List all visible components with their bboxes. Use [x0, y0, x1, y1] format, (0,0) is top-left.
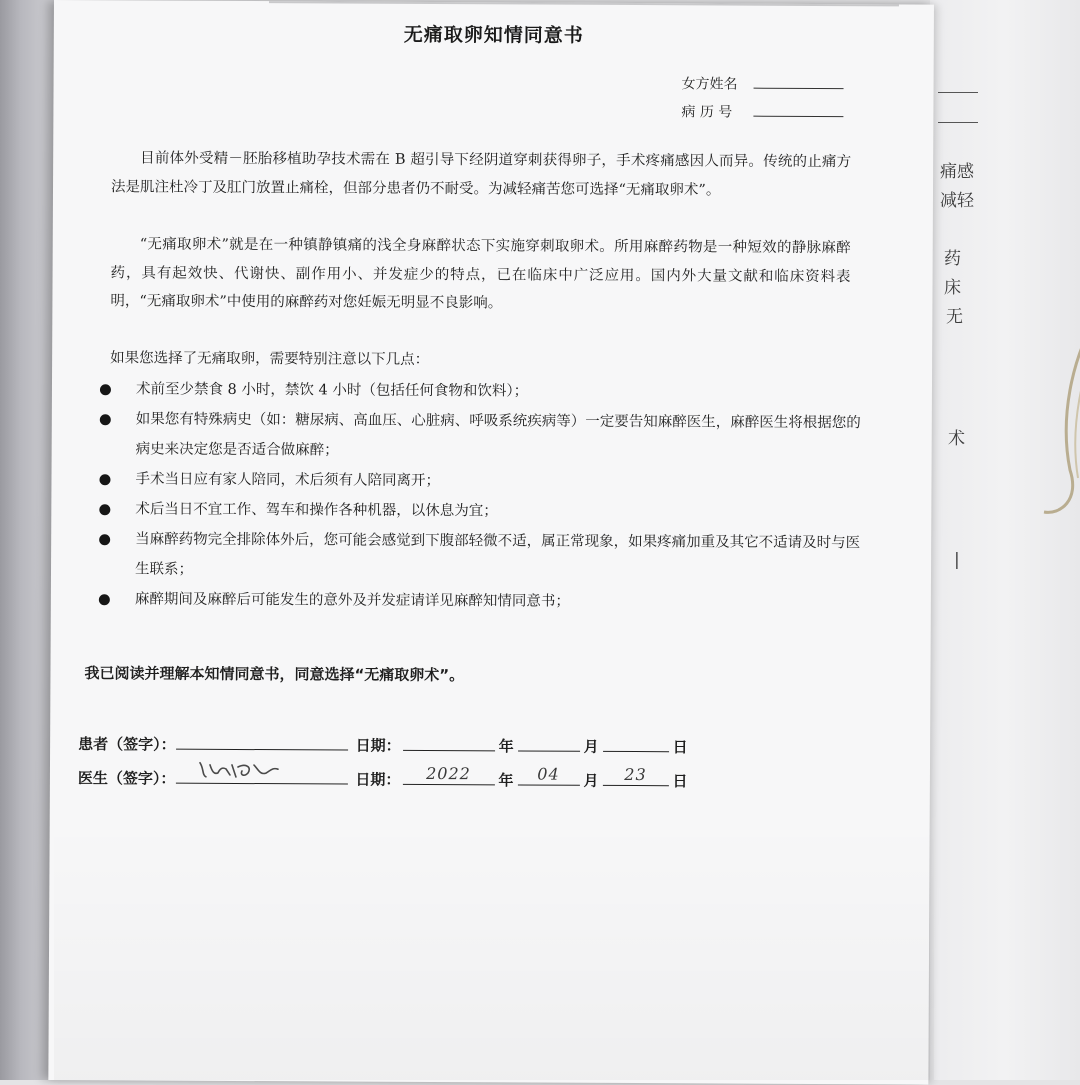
day-unit: 日	[672, 738, 688, 757]
document-title: 无痛取卵知情同意书	[403, 23, 584, 47]
bullet-icon	[100, 414, 111, 425]
patient-year-field[interactable]	[403, 734, 495, 751]
list-item	[92, 374, 862, 408]
underlying-rule	[938, 122, 978, 123]
patient-signature-field[interactable]	[176, 733, 348, 751]
underlying-text: 药	[944, 249, 961, 269]
list-item-text: 术前至少禁食 8 小时，禁饮 4 小时（包括任何食物和饮料）；	[135, 381, 529, 400]
record-blank	[753, 104, 843, 117]
list-item	[91, 494, 861, 528]
doctor-signature-row	[77, 763, 688, 791]
underlying-rule	[938, 92, 978, 93]
patient-month-field[interactable]	[518, 734, 580, 751]
doctor-signature-field[interactable]	[175, 767, 347, 785]
record-field	[681, 101, 843, 122]
doctor-month-value: 04	[537, 764, 560, 784]
anesthesia-paragraph	[110, 230, 850, 319]
notes-list	[91, 374, 862, 618]
doctor-signature-label: 医生（签字）：	[77, 769, 176, 788]
bullet-icon	[99, 594, 110, 605]
doctor-year-value: 2022	[426, 763, 471, 784]
list-item	[91, 524, 861, 588]
doctor-year-field[interactable]	[402, 763, 494, 785]
list-item	[91, 464, 861, 498]
doctor-handwritten-signature	[195, 759, 291, 782]
list-item-text: 术后当日不宜工作、驾车和操作各种机器，以休息为宜；	[135, 501, 498, 520]
list-item	[91, 584, 861, 618]
notes-lead: 如果您选择了无痛取卵，需要特别注意以下几点：	[110, 350, 430, 368]
record-label: 病 历 号	[681, 104, 733, 121]
year-unit: 年	[498, 771, 514, 790]
bullet-icon	[99, 534, 110, 545]
bullet-icon	[100, 384, 111, 395]
patient-signature-label: 患者（签字）：	[78, 735, 176, 754]
paragraph-2: “无痛取卵术”就是在一种镇静镇痛的浅全身麻醉状态下实施穿刺取卵术。所用麻醉药物是一种短效的静脉麻醉药，具有起效快、代谢快、副作用小、并发症少的特点，已在临床中广泛应用。国内外大量文献和临床资料表明，“无痛取卵术”中使用的麻醉药对您妊娠无明显不良影响。	[110, 236, 851, 312]
underlying-text: 减轻	[940, 191, 974, 211]
name-field	[682, 73, 844, 94]
list-item-text: 麻醉期间及麻醉后可能发生的意外及并发症请详见麻醉知情同意书；	[134, 591, 570, 610]
patient-signature-row	[78, 732, 688, 757]
bullet-icon	[99, 504, 110, 515]
doctor-day-value: 23	[624, 764, 647, 785]
underlying-text: 无	[946, 307, 963, 327]
underlying-text: 床	[944, 278, 961, 298]
name-label: 女方姓名	[681, 76, 738, 93]
underlying-text: 术	[948, 429, 965, 449]
month-unit: 月	[583, 737, 599, 756]
date-label: 日期：	[355, 770, 401, 789]
doctor-day-field[interactable]	[602, 764, 668, 786]
month-unit: 月	[583, 771, 599, 790]
patient-day-field[interactable]	[603, 735, 669, 752]
agreement-statement: 我已阅读并理解本知情同意书，同意选择“无痛取卵术”。	[84, 664, 465, 685]
list-item-text: 手术当日应有家人陪同，术后须有人陪同离开；	[135, 471, 441, 490]
year-unit: 年	[498, 737, 514, 756]
list-item	[92, 404, 862, 468]
page-shading	[54, 820, 934, 1080]
underlying-page	[930, 0, 1080, 1080]
list-item-text: 当麻醉药物完全排除体外后，您可能会感觉到下腹部轻微不适，属正常现象，如果疼痛加重及其它不适请及时与医生联系；	[134, 531, 861, 578]
doctor-month-field[interactable]	[517, 764, 579, 785]
paragraph-1: 目前体外受精－胚胎移植助孕技术需在 B 超引导下经阴道穿刺获得卵子，手术疼痛感因人而异。传统的止痛方法是肌注杜冷丁及肛门放置止痛栓，但部分患者仍不耐受。为减轻痛苦您可选择“无痛取卵术”。	[110, 150, 852, 198]
binding-string	[1040, 300, 1080, 540]
top-rule	[269, 1, 899, 6]
list-item-text: 如果您有特殊病史（如：糖尿病、高血压、心脏病、呼吸系统疾病等）一定要告知麻醉医生，麻醉医生将根据您的病史来决定您是否适合做麻醉；	[135, 411, 861, 459]
underlying-text: |	[954, 550, 960, 570]
name-blank	[754, 76, 844, 89]
underlying-text: 痛感	[940, 162, 974, 182]
bullet-icon	[99, 474, 110, 485]
date-label: 日期：	[355, 736, 401, 755]
day-unit: 日	[672, 772, 688, 791]
intro-paragraph	[111, 144, 851, 205]
